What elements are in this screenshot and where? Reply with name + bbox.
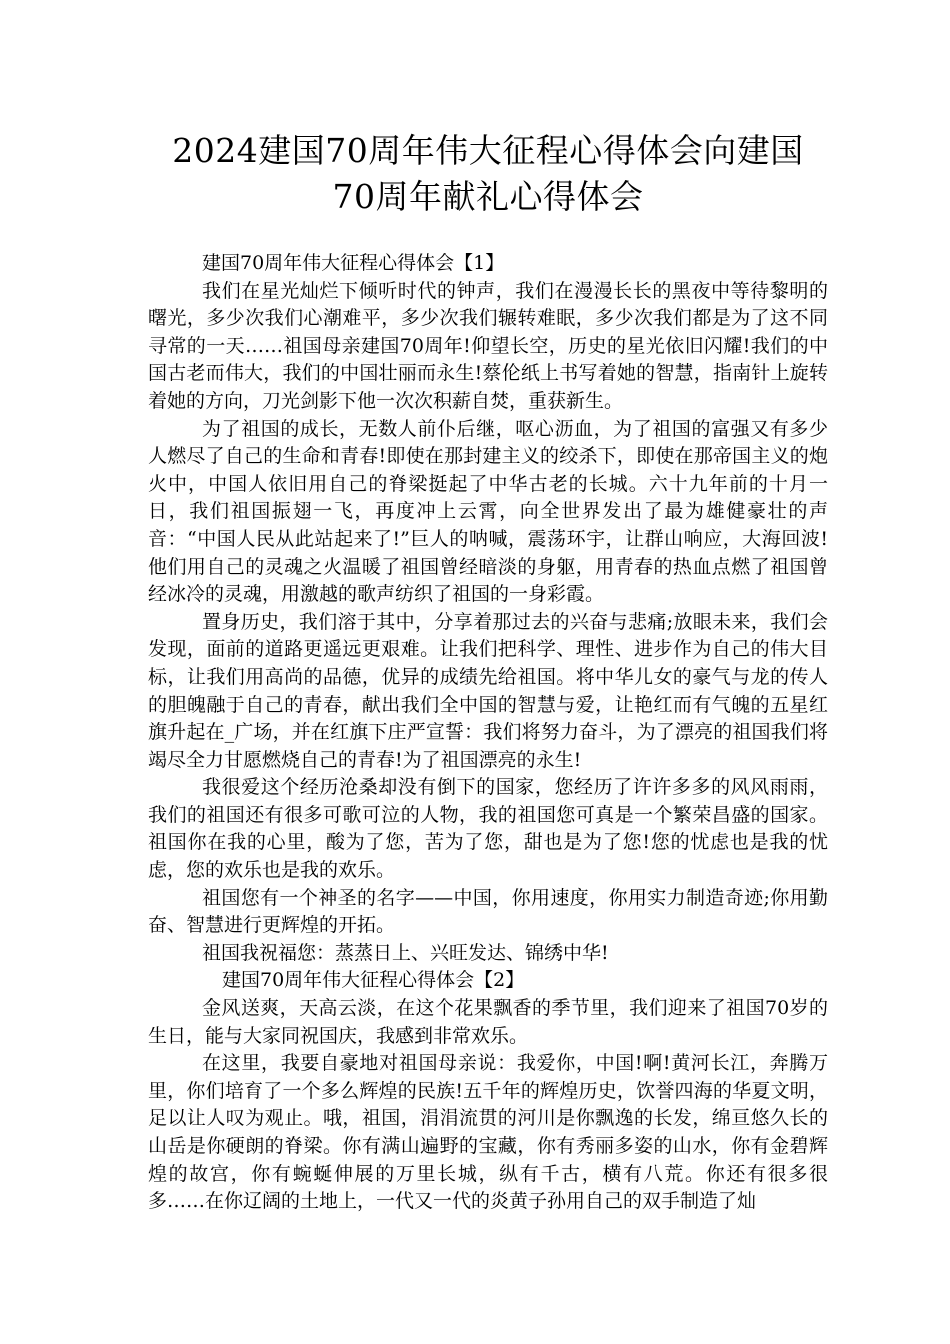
document-title xyxy=(148,128,828,220)
section-1-paragraph-2: 为了祖国的成长，无数人前仆后继，呕心沥血，为了祖国的富强又有多少人燃尽了自己的生命和青春!即使在那封建主义的绞杀下，即使在那帝国主义的炮火中，中国人依旧用自己的脊梁挺起了中华古老的长城。六十九年前的十月一日，我们祖国振翅一飞，再度冲上云霄，向全世界发出了最为雄健豪壮的声音：“中国人民从此站起来了!”巨人的呐喊，震荡环宇，让群山响应，大海回波!他们用自己的灵魂之火温暖了祖国曾经暗淡的身躯，用青春的热血点燃了祖国曾经冰冷的灵魂，用激越的歌声纺织了祖国的一身彩霞。 xyxy=(148,417,828,606)
section-1-paragraph-6: 祖国我祝福您：蒸蒸日上、兴旺发达、锦绣中华! xyxy=(202,941,609,964)
section-1-heading: 建国70周年伟大征程心得体会【1】 xyxy=(202,252,505,274)
title-line-1: 2024建国70周年伟大征程心得体会向建国 xyxy=(172,131,804,170)
section-2-paragraph-1: 金风送爽，天高云淡，在这个花果飘香的季节里，我们迎来了祖国70岁的生日，能与大家同祝国庆，我感到非常欢乐。 xyxy=(148,997,828,1047)
section-1-paragraph-1: 我们在星光灿烂下倾听时代的钟声，我们在漫漫长长的黑夜中等待黎明的曙光，多少次我们心潮难平，多少次我们辗转难眠，多少次我们都是为了这不同寻常的一天……祖国母亲建国70周年!仰望长空，历史的星光依旧闪耀!我们的中国古老而伟大，我们的中国壮丽而永生!蔡伦纸上书写着她的智慧，指南针上旋转着她的方向，刀光剑影下他一次次积薪自焚，重获新生。 xyxy=(148,279,828,412)
document-page xyxy=(148,128,828,1216)
section-1-paragraph-4: 我很爱这个经历沧桑却没有倒下的国家，您经历了许许多多的风风雨雨，我们的祖国还有很多可歌可泣的人物，我的祖国您可真是一个繁荣昌盛的国家。祖国你在我的心里，酸为了您，苦为了您，甜也是为了您!您的忧虑也是我的忧虑，您的欢乐也是我的欢乐。 xyxy=(148,776,828,882)
section-2-heading: 建国70周年伟大征程心得体会【2】 xyxy=(222,969,525,992)
title-line-2: 70周年献礼心得体会 xyxy=(332,177,644,216)
section-1-paragraph-3: 置身历史，我们溶于其中，分享着那过去的兴奋与悲痛;放眼未来，我们会发现，面前的道路更遥远更艰难。让我们把科学、理性、进步作为自己的伟大目标，让我们用高尚的品德，优异的成绩先给祖国。将中华儿女的豪气与龙的传人的胆魄融于自己的青春，献出我们全中国的智慧与爱，让艳红而有气魄的五星红旗升起在_广场，并在红旗下庄严宣誓：我们将努力奋斗，为了漂亮的祖国我们将竭尽全力甘愿燃烧自己的青春!为了祖国漂亮的永生! xyxy=(148,610,828,771)
section-1-paragraph-5: 祖国您有一个神圣的名字——中国，你用速度，你用实力制造奇迹;你用勤奋、智慧进行更辉煌的开拓。 xyxy=(148,886,828,937)
section-2-paragraph-2: 在这里，我要自豪地对祖国母亲说：我爱你，中国!啊!黄河长江，奔腾万里，你们培育了一个多么辉煌的民族!五千年的辉煌历史，饮誉四海的华夏文明，足以让人叹为观止。哦，祖国，涓涓流贯的河川是你飘逸的长发，绵亘悠久长的山岳是你硬朗的脊梁。你有满山遍野的宝藏，你有秀丽多姿的山水，你有金碧辉煌的故宫，你有蜿蜒伸展的万里长城，纵有千古，横有八荒。你还有很多很多……在你辽阔的土地上，一代又一代的炎黄子孙用自己的双手制造了灿 xyxy=(148,1052,828,1213)
